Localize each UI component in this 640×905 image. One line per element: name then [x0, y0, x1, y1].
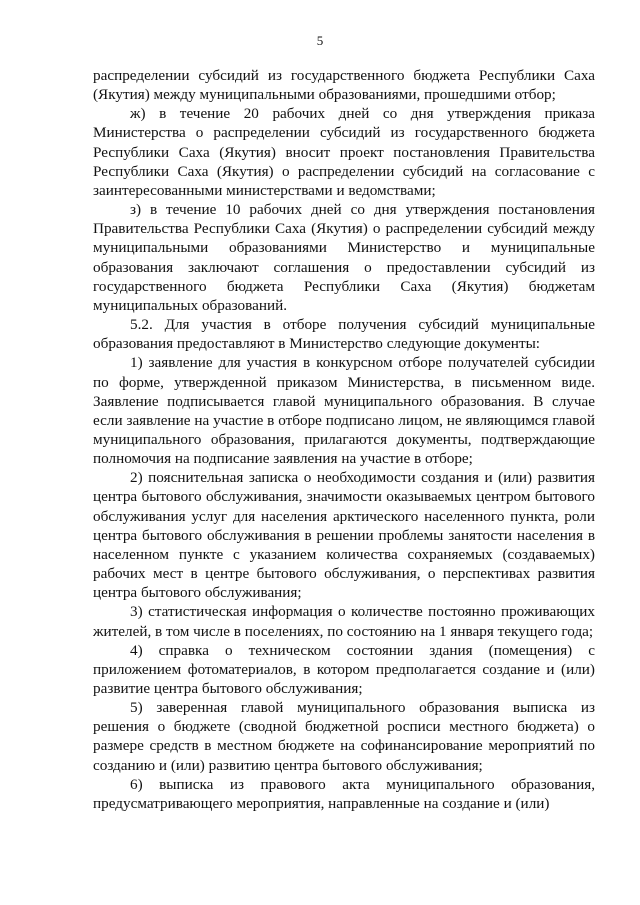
paragraph-item-1: 1) заявление для участия в конкурсном отборе получателей субсидии по форме, утвержденной приказом Министерства, в письменном виде. Заявление подписывается главой муниципального образования. В случае если заявление на участие в отборе подписано лицом, не являющимся главой муниципального образования, прилагаются документы, подтверждающие полномочия на подписание заявления на участие в отборе;: [93, 354, 595, 468]
paragraph-item-3: 3) статистическая информация о количестве постоянно проживающих жителей, в том числе в поселениях, по состоянию на 1 января текущего года;: [93, 603, 595, 640]
paragraph-item-4: 4) справка о техническом состоянии здания (помещения) с приложением фотоматериалов, в котором предполагается создание и (или) развитие центра бытового обслуживания;: [93, 641, 595, 697]
paragraph-item-zh: ж) в течение 20 рабочих дней со дня утверждения приказа Министерства о распределении субсидий из государственного бюджета Республики Саха (Якутия) вносит проект постановления Правительства Республики Саха (Якутия) о распределении субсидий на согласование с заинтересованными министерствами и ведомствами;: [93, 105, 595, 199]
paragraph-item-5: 5) заверенная главой муниципального образования выписка из решения о бюджете (сводной бюджетной росписи местного бюджета) о размере средств в местном бюджете на софинансирование мероприятий по созданию и (или) развитию центра бытового обслуживания;: [93, 699, 595, 774]
paragraph-item-6: 6) выписка из правового акта муниципального образования, предусматривающего мероприятия, направленные на создание и (или): [93, 775, 595, 812]
paragraph-item-2: 2) пояснительная записка о необходимости создания и (или) развития центра бытового обслуживания, значимости оказываемых центром бытового обслуживания услуг для населения арктического населенного пункта, роли центра бытового обслуживания в решении проблемы занятости населения в населенном пункте с указанием количества сохраняемых (создаваемых) рабочих мест в центре бытового обслуживания, о перспективах развития центра бытового обслуживания;: [93, 469, 595, 602]
page-number: 5: [316, 33, 324, 48]
paragraph-item-z: з) в течение 10 рабочих дней со дня утверждения постановления Правительства Республики Саха (Якутия) о распределении субсидий между муниципальными образованиями Министерство и муниципальные образования заключают соглашения о предоставлении субсидий из государственного бюджета Республики Саха (Якутия) бюджетам муниципальных образований.: [93, 201, 595, 314]
paragraph-continuation: распределении субсидий из государственного бюджета Республики Саха (Якутия) между муниципальными образованиями, прошедшими отбор;: [93, 67, 595, 104]
document-body: [93, 66, 595, 813]
paragraph-section-5-2: 5.2. Для участия в отборе получения субсидий муниципальные образования предоставляют в Министерство следующие документы:: [93, 316, 595, 353]
